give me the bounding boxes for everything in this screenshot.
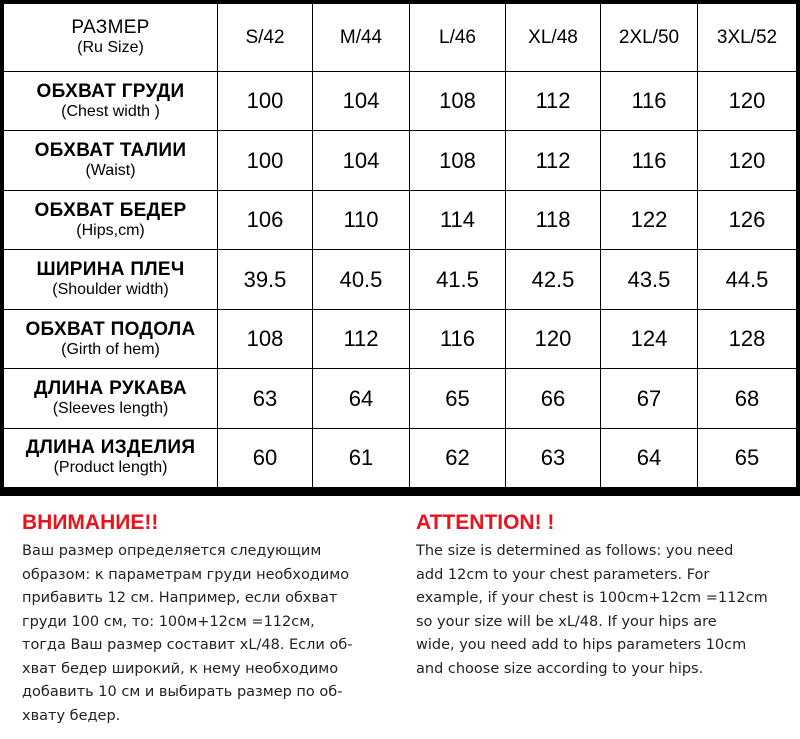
row-label-cell bbox=[4, 369, 218, 428]
row-label-en: (Waist) bbox=[85, 162, 136, 180]
row-label-en: (Girth of hem) bbox=[61, 340, 160, 358]
header-label-en: (Ru Size) bbox=[77, 39, 144, 56]
table-cell: 108 bbox=[218, 310, 313, 369]
table-cell: 63 bbox=[506, 429, 601, 487]
size-header-s: S/42 bbox=[218, 4, 313, 72]
table-cell: 42.5 bbox=[506, 250, 601, 309]
notice-english bbox=[416, 508, 796, 681]
notice-line: Ваш размер определяется следующим bbox=[22, 543, 322, 559]
table-row-length bbox=[4, 429, 796, 487]
table-cell: 110 bbox=[313, 191, 410, 250]
table-cell: 63 bbox=[218, 369, 313, 428]
table-cell: 112 bbox=[313, 310, 410, 369]
table-cell: 61 bbox=[313, 429, 410, 487]
table-cell: 39.5 bbox=[218, 250, 313, 309]
notice-line: and choose size according to your hips. bbox=[416, 660, 704, 677]
notice-line: хват бедер широкий, к нему необходимо bbox=[22, 660, 339, 677]
notice-line: хвату бедер. bbox=[22, 707, 121, 724]
notice-line: добавить 10 см и выбирать размер по об- bbox=[22, 684, 343, 700]
table-row-sleeve bbox=[4, 369, 796, 428]
notice-line: The size is determined as follows: you need bbox=[416, 543, 734, 559]
table-cell: 112 bbox=[506, 131, 601, 190]
table-cell: 108 bbox=[410, 131, 506, 190]
notice-line: add 12cm to your chest parameters. For bbox=[416, 566, 710, 583]
row-label-ru: ОБХВАТ ГРУДИ bbox=[36, 80, 185, 102]
notice-line: образом: к параметрам груди необходимо bbox=[22, 566, 350, 583]
row-label-ru: ДЛИНА ИЗДЕЛИЯ bbox=[25, 437, 196, 459]
table-cell: 41.5 bbox=[410, 250, 506, 309]
notice-title-en: ATTENTION! ! bbox=[416, 511, 555, 534]
header-label-ru: РАЗМЕР bbox=[71, 17, 150, 38]
table-cell: 104 bbox=[313, 131, 410, 190]
row-label-en: (Sleeves length) bbox=[52, 400, 169, 418]
notice-line: example, if your chest is 100cm+12cm =112cm bbox=[416, 590, 768, 606]
table-cell: 62 bbox=[410, 429, 506, 487]
table-cell: 118 bbox=[506, 191, 601, 250]
table-cell: 108 bbox=[410, 72, 506, 131]
size-header-3xl: 3XL/52 bbox=[698, 4, 796, 72]
table-cell: 67 bbox=[601, 369, 698, 428]
table-cell: 64 bbox=[313, 369, 410, 428]
size-header-xl: XL/48 bbox=[506, 4, 601, 72]
table-row-hips bbox=[4, 191, 796, 250]
notice-line: прибавить 12 см. Например, если обхват bbox=[22, 590, 338, 606]
notice-body-en bbox=[416, 540, 796, 681]
size-header-l: L/46 bbox=[410, 4, 506, 72]
size-header-2xl: 2XL/50 bbox=[601, 4, 698, 72]
table-cell: 60 bbox=[218, 429, 313, 487]
table-row-hem bbox=[4, 310, 796, 369]
header-label-cell bbox=[4, 4, 218, 72]
row-label-ru: ШИРИНА ПЛЕЧ bbox=[36, 259, 185, 281]
row-label-cell bbox=[4, 250, 218, 309]
table-cell: 126 bbox=[698, 191, 796, 250]
row-label-cell bbox=[4, 191, 218, 250]
table-cell: 104 bbox=[313, 72, 410, 131]
table-cell: 114 bbox=[410, 191, 506, 250]
table-cell: 66 bbox=[506, 369, 601, 428]
table-cell: 40.5 bbox=[313, 250, 410, 309]
row-label-ru: ДЛИНА РУКАВА bbox=[34, 378, 187, 400]
row-label-en: (Hips,cm) bbox=[76, 221, 145, 239]
table-cell: 112 bbox=[506, 72, 601, 131]
table-cell: 116 bbox=[410, 310, 506, 369]
row-label-ru: ОБХВАТ БЕДЕР bbox=[34, 199, 187, 221]
table-cell: 120 bbox=[698, 131, 796, 190]
table-cell: 68 bbox=[698, 369, 796, 428]
row-label-en: (Chest width ) bbox=[61, 102, 160, 120]
table-cell: 44.5 bbox=[698, 250, 796, 309]
table-cell: 43.5 bbox=[601, 250, 698, 309]
notice-line: wide, you need add to hips parameters 10cm bbox=[416, 637, 747, 653]
table-cell: 116 bbox=[601, 131, 698, 190]
notice-title-ru: ВНИМАНИЕ!! bbox=[22, 511, 159, 534]
notice-body-ru bbox=[22, 540, 402, 728]
row-label-en: (Product length) bbox=[53, 459, 168, 477]
notice-russian bbox=[22, 508, 402, 728]
row-label-cell bbox=[4, 131, 218, 190]
row-label-ru: ОБХВАТ ТАЛИИ bbox=[34, 140, 187, 162]
table-cell: 65 bbox=[698, 429, 796, 487]
table-cell: 65 bbox=[410, 369, 506, 428]
notice-line: so your size will be xL/48. If your hips are bbox=[416, 613, 717, 630]
table-cell: 64 bbox=[601, 429, 698, 487]
row-label-ru: ОБХВАТ ПОДОЛА bbox=[25, 318, 196, 340]
size-chart-grid bbox=[4, 4, 796, 487]
table-cell: 120 bbox=[698, 72, 796, 131]
table-cell: 106 bbox=[218, 191, 313, 250]
row-label-en: (Shoulder width) bbox=[52, 281, 169, 299]
table-cell: 128 bbox=[698, 310, 796, 369]
table-row-waist bbox=[4, 131, 796, 190]
notice-line: груди 100 см, то: 100м+12см =112см, bbox=[22, 613, 315, 630]
table-cell: 122 bbox=[601, 191, 698, 250]
table-row-shoulder bbox=[4, 250, 796, 309]
table-cell: 124 bbox=[601, 310, 698, 369]
table-row-chest bbox=[4, 72, 796, 131]
header-row bbox=[4, 4, 796, 72]
notice-line: тогда Ваш размер составит xL/48. Если об- bbox=[22, 637, 353, 653]
row-label-cell bbox=[4, 72, 218, 131]
row-label-cell bbox=[4, 310, 218, 369]
table-cell: 100 bbox=[218, 131, 313, 190]
size-header-m: M/44 bbox=[313, 4, 410, 72]
table-cell: 100 bbox=[218, 72, 313, 131]
table-cell: 116 bbox=[601, 72, 698, 131]
row-label-cell bbox=[4, 429, 218, 487]
table-cell: 120 bbox=[506, 310, 601, 369]
